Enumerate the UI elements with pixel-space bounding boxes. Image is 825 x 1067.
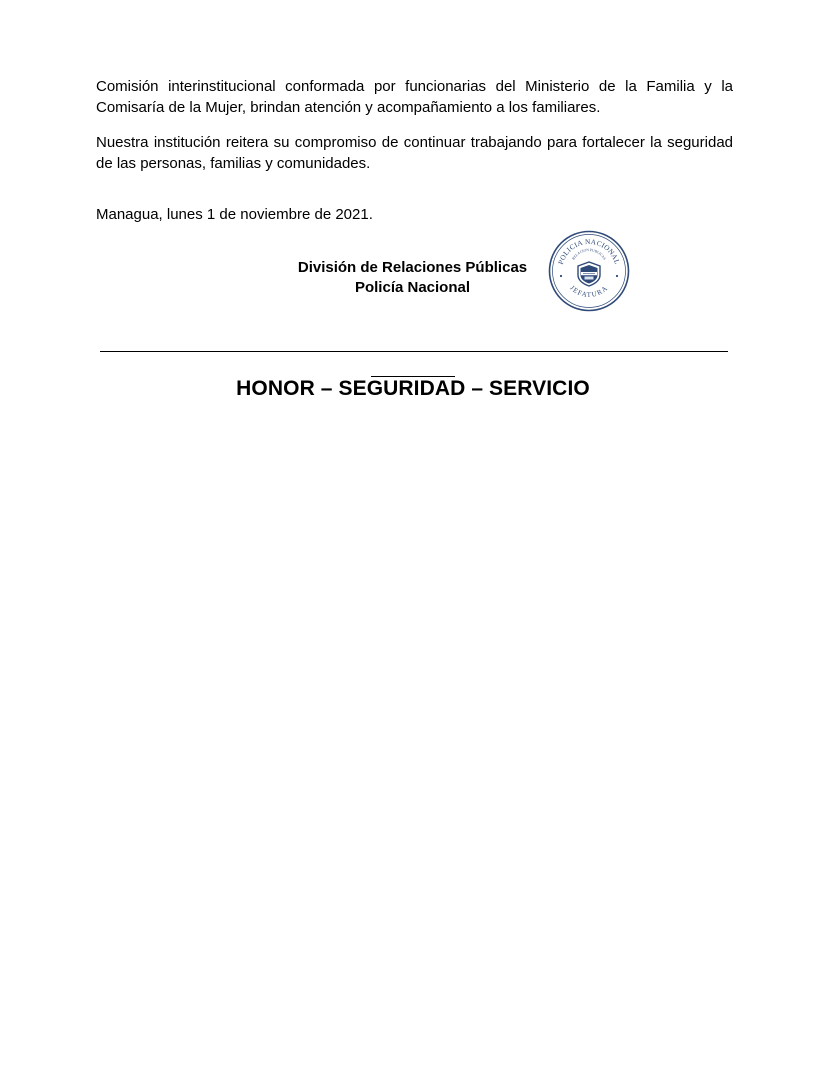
body-paragraph-commission: Comisión interinstitucional conformada por funcionarias del Ministerio de la Familia y la Comisaría de la Mujer, brindan atención y acompañamiento a los familiares.	[96, 78, 733, 116]
signature-block	[270, 258, 555, 298]
separator-line	[100, 351, 728, 352]
seal-top-text: POLICIA NACIONAL	[556, 237, 622, 266]
date-line: Managua, lunes 1 de noviembre de 2021.	[96, 206, 373, 223]
signature-institution: Policía Nacional	[354, 279, 471, 296]
seal-inner-text: RELACION PUBLICAS	[571, 247, 607, 261]
svg-text:RELACION PUBLICAS	[571, 248, 606, 261]
motto: HONOR – SEGURIDAD – SERVICIO	[236, 377, 590, 400]
body-paragraph-commitment: Nuestra institución reitera su compromiso de continuar trabajando para fortalecer la seguridad de las personas, familias y comunidades.	[96, 134, 733, 172]
police-seal-icon	[548, 230, 630, 312]
seal-bottom-text: JEFATURA	[568, 283, 610, 299]
signature-division: División de Relaciones Públicas	[297, 259, 528, 276]
